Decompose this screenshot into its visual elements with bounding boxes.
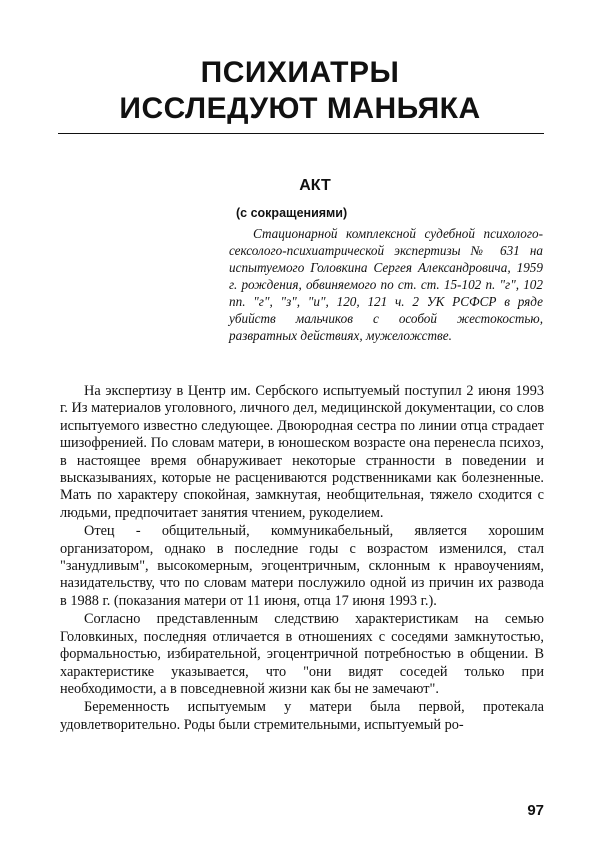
act-subheading: (с сокращениями) bbox=[236, 206, 348, 220]
page-number: 97 bbox=[527, 802, 544, 819]
title-line-2: ИССЛЕДУЮТ МАНЬЯКА bbox=[119, 92, 481, 125]
article-title bbox=[58, 55, 542, 127]
abstract-text: Стационарной комплексной судебной психолого-сексолого-психиатрической экспертизы № 631 на испытуемого Головкина Сергея Александровича, 1959 г. рождения, обвиняемого по ст. ст. 15-102 п. "г", 102 пп. "г", "з", "и", 120, 121 ч. 2 УК РСФСР в ряде убийств мальчиков с особой жестокостью, развратных действиях, мужеложстве. bbox=[229, 226, 543, 343]
body-paragraph: На экспертизу в Центр им. Сербского испытуемый поступил 2 июня 1993 г. Из материалов уголовного, личного дел, медицинской документации, со слов испытуемого известно следующее. Двоюродная сестра по линии отца страдает шизофренией. По словам матери, в юношеском возрасте она перенесла психоз, в настоящее время обнаруживает некоторые странности в поведении и высказываниях, которые не расцениваются родственниками как болезненные. Мать по характеру спокойная, замкнутая, необщительная, тяжело сходится с людьми, предпочитает занятия чтением, рукоделием. bbox=[60, 383, 544, 521]
title-line-1: ПСИХИАТРЫ bbox=[200, 56, 400, 89]
act-heading: АКТ bbox=[299, 177, 331, 194]
body-paragraph: Отец - общительный, коммуникабельный, является хорошим организатором, однако в последние годы с возрастом изменился, стал "занудливым", высокомерным, эгоцентричным, склонным к нравоучениям, назидательству, что по словам матери послужило одной из причин их развода в 1988 г. (показания матери от 11 июня, отца 17 июня 1993 г.). bbox=[60, 523, 544, 609]
body-paragraph: Согласно представленным следствию характеристикам на семью Головкиных, последняя отличается в отношениях с соседями замкнутостью, формальностью, избирательной, эгоцентричной потребностью в общении. В характеристике указывается, что "они видят соседей только при необходимости, а в повседневной жизни как бы не замечают". bbox=[60, 611, 544, 697]
act-abstract bbox=[229, 225, 543, 344]
body-text bbox=[60, 383, 544, 735]
title-divider bbox=[58, 133, 544, 134]
body-paragraph: Беременность испытуемым у матери была первой, протекала удовлетворительно. Роды были стремительными, испытуемый ро- bbox=[60, 699, 544, 733]
